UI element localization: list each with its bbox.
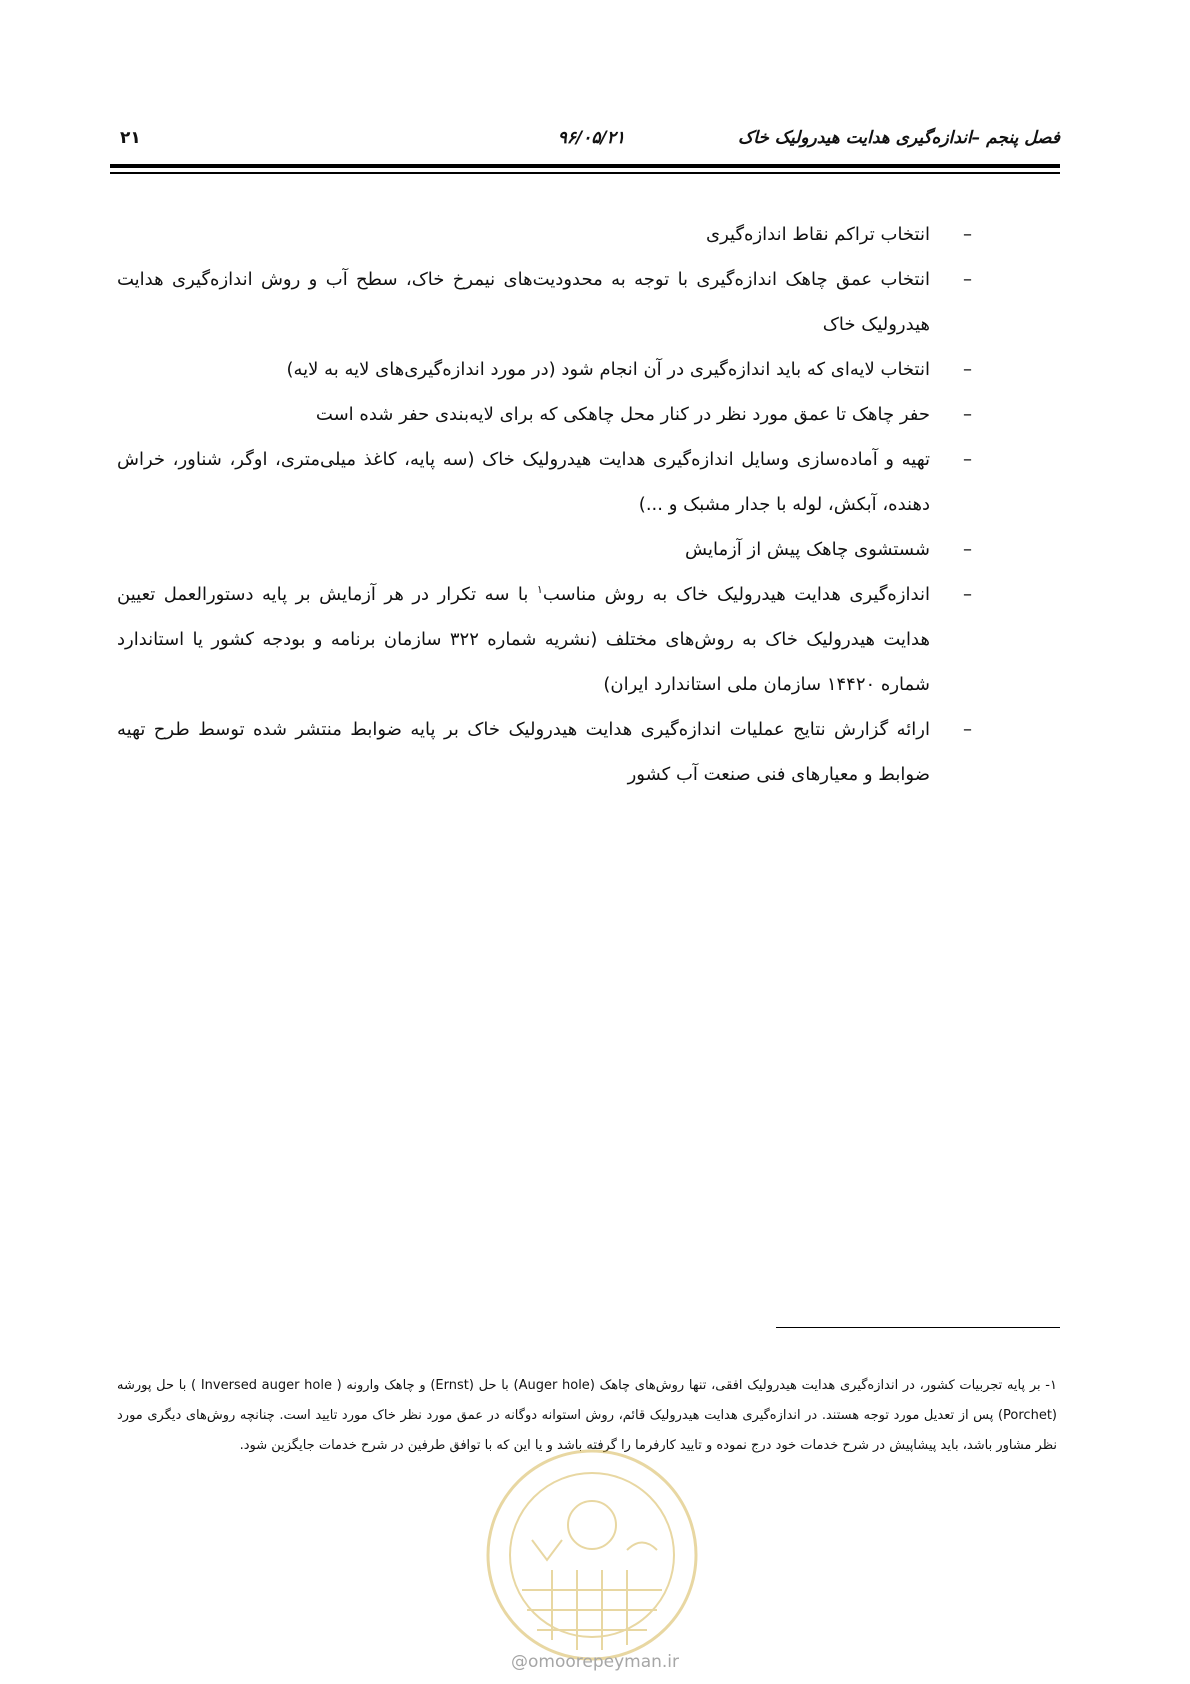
footnote: ۱- بر پایه تجربیات کشور، در اندازه‌گیری هدایت هیدرولیک افقی، تنها روش‌های چاهک (Auger hole) با حل (Ernst) و چاهک وارونه ( Inversed auger hole ) با حل پورشه (Porchet) پس از تعدیل مورد توجه هستند. در اندازه‌گیری هدایت هیدرولیک قائم، روش استوانه دوگانه در عمق مورد نظر خاک مورد تایید است. چنانچه روش‌های دیگری مورد نظر مشاور باشد، باید پیشاپیش در شرح خدمات خود درج نموده و تایید کارفرما را گرفته باشد و یا این که با توافق طرفین در شرح خدمات جایگزین شود. [117,1378,1057,1453]
header-rule-thick [110,164,1060,168]
list-item: – شستشوی چاهک پیش از آزمایش [685,539,972,560]
page-header [110,128,1060,154]
list-item: – اندازه‌گیری هدایت هیدرولیک خاک به روش مناسب$^۱$ با سه تکرار در هر آزمایش بر پایه دستورالعمل تعیین هدایت هیدرولیک خاک به روش‌های مختلف (نشریه شماره ۳۲۲ سازمان برنامه و بودجه کشور یا استاندارد شماره ۱۴۴۲۰ سازمان ملی استاندارد ایران) [117,583,972,695]
page-number: ۲۱ [120,128,141,148]
footnote-separator [776,1327,1060,1328]
list-item: – ارائه گزارش نتایج عملیات اندازه‌گیری هدایت هیدرولیک خاک بر پایه ضوابط منتشر شده توسط طرح تهیه ضوابط و معیارهای فنی صنعت آب کشور [117,719,972,785]
list-item: – حفر چاهک تا عمق مورد نظر در کنار محل چاهکی که برای لایه‌بندی حفر شده است [315,404,972,425]
watermark: @omoorepeyman.ir [510,1652,680,1672]
chapter-title: فصل پنجم –اندازه‌گیری هدایت هیدرولیک خاک [737,128,1060,148]
list-item: – انتخاب لایه‌ای که باید اندازه‌گیری در آن انجام شود (در مورد اندازه‌گیری‌های لایه به لایه) [286,359,972,380]
bullet-list [117,212,972,797]
list-item: – تهیه و آماده‌سازی وسایل اندازه‌گیری هدایت هیدرولیک خاک (سه پایه، کاغذ میلی‌متری، اوگر، شناور، خراش دهنده، آبکش، لوله با جدار مشبک و ...) [117,449,972,515]
header-date: ۹۶/۰۵/۲۱ [557,128,625,148]
seal-stamp-icon [482,1440,702,1670]
list-item: – انتخاب تراکم نقاط اندازه‌گیری [706,224,972,245]
header-rule-thin [110,172,1060,174]
footnote-ref[interactable]: ۱ [536,583,543,596]
list-item: – انتخاب عمق چاهک اندازه‌گیری با توجه به محدودیت‌های نیمرخ خاک، سطح آب و روش اندازه‌گیری هدایت هیدرولیک خاک [117,269,972,335]
